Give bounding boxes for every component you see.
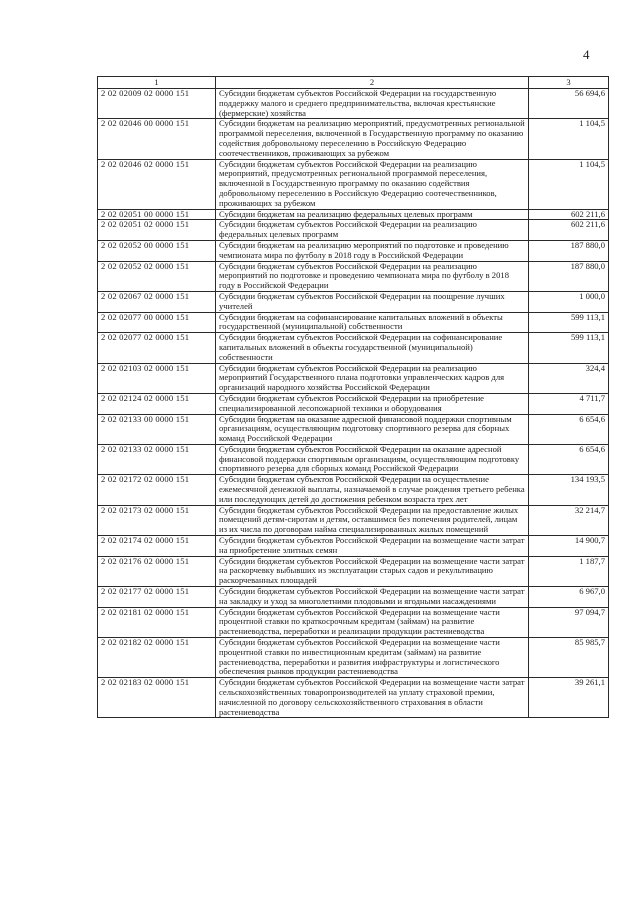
- row-amount-cell: 39 261,1: [529, 678, 609, 718]
- row-name-cell: Субсидии бюджетам на реализацию мероприятий, предусмотренных региональной программой переселения, включенной в Государственную программу по оказанию содействия добровольному переселению в Российскую Федерацию соотечественников, проживающих за рубежом: [216, 119, 529, 159]
- table-row: [98, 363, 609, 393]
- column-header-code: 1: [98, 77, 216, 89]
- row-amount-cell: 602 211,6: [529, 220, 609, 241]
- table-row: [98, 607, 609, 637]
- row-amount-cell: 14 900,7: [529, 536, 609, 557]
- table-row: [98, 475, 609, 505]
- row-code-cell: 2 02 02124 02 0000 151: [98, 393, 216, 414]
- row-code-cell: 2 02 02077 00 0000 151: [98, 312, 216, 333]
- row-amount-cell: 599 113,1: [529, 333, 609, 363]
- row-code-cell: 2 02 02182 02 0000 151: [98, 638, 216, 678]
- row-code-cell: 2 02 02046 02 0000 151: [98, 159, 216, 209]
- row-name-cell: Субсидии бюджетам субъектов Российской Федерации на возмещение части затрат на закладку и уход за многолетними плодовыми и ягодными насаждениями: [216, 587, 529, 608]
- table-row: [98, 333, 609, 363]
- row-code-cell: 2 02 02174 02 0000 151: [98, 536, 216, 557]
- row-amount-cell: 1 104,5: [529, 119, 609, 159]
- row-amount-cell: 97 094,7: [529, 607, 609, 637]
- table-row: [98, 312, 609, 333]
- table-row: [98, 119, 609, 159]
- table-row: [98, 587, 609, 608]
- row-amount-cell: 187 880,0: [529, 240, 609, 261]
- row-code-cell: 2 02 02051 00 0000 151: [98, 209, 216, 220]
- row-amount-cell: 1 104,5: [529, 159, 609, 209]
- row-amount-cell: 6 967,0: [529, 587, 609, 608]
- row-name-cell: Субсидии бюджетам субъектов Российской Федерации на возмещение части процентной ставки по краткосрочным кредитам (займам) на развитие растениеводства, переработки и реализации продукции растениеводства: [216, 607, 529, 637]
- table-row: [98, 240, 609, 261]
- row-amount-cell: 599 113,1: [529, 312, 609, 333]
- row-name-cell: Субсидии бюджетам субъектов Российской Федерации на софинансирование капитальных вложений в объекты государственной (муниципальной) собственности: [216, 333, 529, 363]
- budget-revenue-table: [97, 76, 609, 718]
- row-name-cell: Субсидии бюджетам на оказание адресной финансовой поддержки спортивным организациям, осуществляющим подготовку спортивного резерва для сборных команд Российской Федерации: [216, 414, 529, 444]
- table-row: [98, 505, 609, 535]
- row-code-cell: 2 02 02046 00 0000 151: [98, 119, 216, 159]
- column-header-amount: 3: [529, 77, 609, 89]
- row-name-cell: Субсидии бюджетам субъектов Российской Федерации на возмещение части процентной ставки по инвестиционным кредитам (займам) на развитие растениеводства, переработки и развития инфраструктуры и логистического обеспечения рынков продукции растениеводства: [216, 638, 529, 678]
- row-amount-cell: 85 985,7: [529, 638, 609, 678]
- row-code-cell: 2 02 02176 02 0000 151: [98, 556, 216, 586]
- table-row: [98, 220, 609, 241]
- row-code-cell: 2 02 02103 02 0000 151: [98, 363, 216, 393]
- row-code-cell: 2 02 02133 00 0000 151: [98, 414, 216, 444]
- row-name-cell: Субсидии бюджетам субъектов Российской Федерации на реализацию мероприятий Государственного плана подготовки управленческих кадров для организаций народного хозяйства Российской Федерации: [216, 363, 529, 393]
- row-amount-cell: 56 694,6: [529, 89, 609, 119]
- table-row: [98, 414, 609, 444]
- table-row: [98, 209, 609, 220]
- row-code-cell: 2 02 02052 02 0000 151: [98, 261, 216, 291]
- table-row: [98, 89, 609, 119]
- row-name-cell: Субсидии бюджетам на реализацию мероприятий по подготовке и проведению чемпионата мира по футболу в 2018 году в Российской Федерации: [216, 240, 529, 261]
- row-amount-cell: 1 000,0: [529, 291, 609, 312]
- table-row: [98, 638, 609, 678]
- row-name-cell: Субсидии бюджетам на реализацию федеральных целевых программ: [216, 209, 529, 220]
- row-code-cell: 2 02 02172 02 0000 151: [98, 475, 216, 505]
- row-code-cell: 2 02 02173 02 0000 151: [98, 505, 216, 535]
- row-name-cell: Субсидии бюджетам на софинансирование капитальных вложений в объекты государственной (муниципальной) собственности: [216, 312, 529, 333]
- row-name-cell: Субсидии бюджетам субъектов Российской Федерации на осуществление ежемесячной денежной выплаты, назначаемой в случае рождения третьего ребенка или последующих детей до достижения ребенком возраста трех лет: [216, 475, 529, 505]
- row-amount-cell: 134 193,5: [529, 475, 609, 505]
- row-code-cell: 2 02 02181 02 0000 151: [98, 607, 216, 637]
- row-code-cell: 2 02 02009 02 0000 151: [98, 89, 216, 119]
- row-amount-cell: 4 711,7: [529, 393, 609, 414]
- row-code-cell: 2 02 02052 00 0000 151: [98, 240, 216, 261]
- table-row: [98, 444, 609, 474]
- table-row: [98, 261, 609, 291]
- row-name-cell: Субсидии бюджетам субъектов Российской Федерации на приобретение специализированной лесопожарной техники и оборудования: [216, 393, 529, 414]
- table-row: [98, 393, 609, 414]
- row-code-cell: 2 02 02051 02 0000 151: [98, 220, 216, 241]
- row-name-cell: Субсидии бюджетам субъектов Российской Федерации на реализацию мероприятий, предусмотренных региональной программой переселения, включенной в Государственную программу по оказанию содействия добровольному переселению в Российскую Федерацию соотечественников, проживающих за рубежом: [216, 159, 529, 209]
- row-name-cell: Субсидии бюджетам субъектов Российской Федерации на реализацию федеральных целевых программ: [216, 220, 529, 241]
- page-number: 4: [583, 47, 590, 62]
- row-name-cell: Субсидии бюджетам субъектов Российской Федерации на возмещение части затрат на раскорчевку выбывших из эксплуатации старых садов и рекультивацию раскорчеванных площадей: [216, 556, 529, 586]
- row-code-cell: 2 02 02177 02 0000 151: [98, 587, 216, 608]
- row-amount-cell: 6 654,6: [529, 414, 609, 444]
- row-name-cell: Субсидии бюджетам субъектов Российской Федерации на оказание адресной финансовой поддержки спортивным организациям, осуществляющим подготовку спортивного резерва для сборных команд Российской Федерации: [216, 444, 529, 474]
- table-row: [98, 678, 609, 718]
- row-name-cell: Субсидии бюджетам субъектов Российской Федерации на возмещение части затрат сельскохозяйственных товаропроизводителей на уплату страховой премии, начисленной по договору сельскохозяйственного страхования в области растениеводства: [216, 678, 529, 718]
- row-amount-cell: 32 214,7: [529, 505, 609, 535]
- row-code-cell: 2 02 02133 02 0000 151: [98, 444, 216, 474]
- row-name-cell: Субсидии бюджетам субъектов Российской Федерации на реализацию мероприятий по подготовке и проведению чемпионата мира по футболу в 2018 году в Российской Федерации: [216, 261, 529, 291]
- row-amount-cell: 602 211,6: [529, 209, 609, 220]
- table-header-row: [98, 77, 609, 89]
- row-amount-cell: 187 880,0: [529, 261, 609, 291]
- row-name-cell: Субсидии бюджетам субъектов Российской Федерации на поощрение лучших учителей: [216, 291, 529, 312]
- table-row: [98, 556, 609, 586]
- row-name-cell: Субсидии бюджетам субъектов Российской Федерации на возмещение части затрат на приобретение элитных семян: [216, 536, 529, 557]
- row-code-cell: 2 02 02183 02 0000 151: [98, 678, 216, 718]
- row-amount-cell: 1 187,7: [529, 556, 609, 586]
- row-amount-cell: 324,4: [529, 363, 609, 393]
- table-row: [98, 159, 609, 209]
- row-name-cell: Субсидии бюджетам субъектов Российской Федерации на государственную поддержку малого и среднего предпринимательства, включая крестьянские (фермерские) хозяйства: [216, 89, 529, 119]
- table-row: [98, 536, 609, 557]
- row-code-cell: 2 02 02077 02 0000 151: [98, 333, 216, 363]
- row-name-cell: Субсидии бюджетам субъектов Российской Федерации на предоставление жилых помещений детям-сиротам и детям, оставшимся без попечения родителей, лицам из их числа по договорам найма специализированных жилых помещений: [216, 505, 529, 535]
- column-header-name: 2: [216, 77, 529, 89]
- row-amount-cell: 6 654,6: [529, 444, 609, 474]
- row-code-cell: 2 02 02067 02 0000 151: [98, 291, 216, 312]
- table-row: [98, 291, 609, 312]
